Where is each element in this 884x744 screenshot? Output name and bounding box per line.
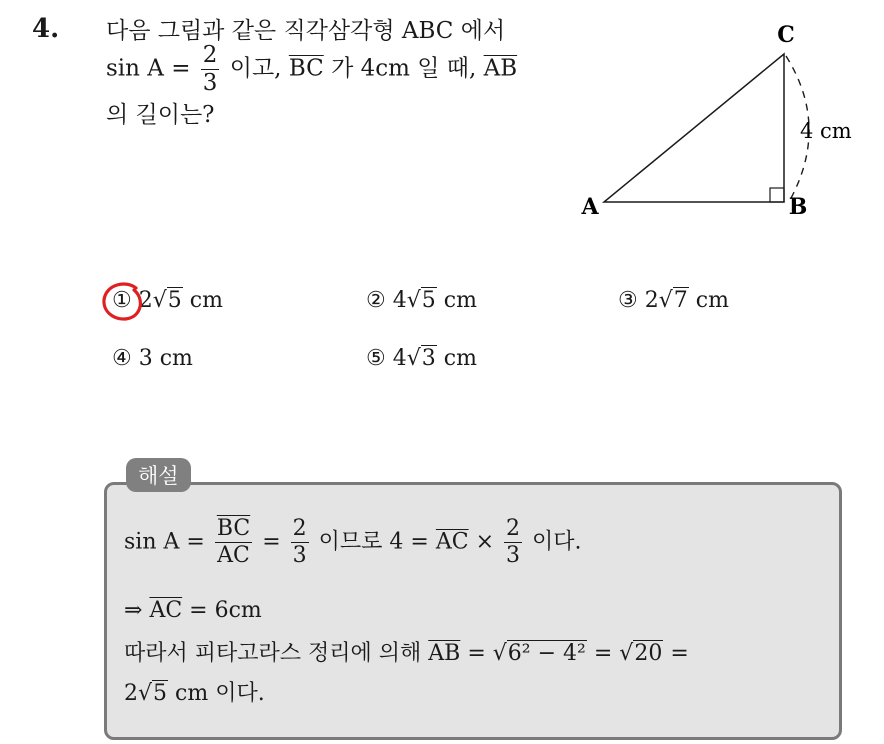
choice-4[interactable] — [112, 346, 193, 371]
radicand: 5 — [421, 288, 436, 313]
selected-answer-mark — [100, 280, 146, 324]
question-number: 4. — [32, 14, 60, 44]
label-c: C — [777, 22, 795, 48]
sqrt: √5 — [406, 288, 436, 313]
choice-coef: 4 — [392, 288, 407, 313]
fraction-denominator: 3 — [506, 543, 521, 568]
equals: = — [467, 641, 486, 666]
sol-mid: 이므로 4 = — [318, 529, 429, 555]
sol-fraction-2 — [291, 518, 309, 567]
solution-line-4 — [124, 676, 265, 707]
choice-marker: ③ — [618, 288, 638, 313]
solution-line-1 — [124, 518, 582, 567]
fraction-numerator: 2 — [292, 516, 307, 541]
question-line-3: 의 길이는? — [106, 102, 215, 128]
sol-text: 따라서 피타고라스 정리에 의해 — [124, 641, 422, 666]
times: × — [475, 529, 495, 555]
triangle-figure — [560, 16, 870, 226]
segment-ac: $\overline{AC}$ — [149, 598, 183, 623]
segment-ab: $\overline{AB}$ — [483, 55, 518, 82]
segment-ac: $\overline{AC}$ — [435, 529, 469, 555]
sqrt: √7 — [658, 288, 688, 313]
fraction-numerator: 2 — [506, 516, 521, 541]
radicand: 5 — [167, 288, 182, 313]
choice-unit: cm — [189, 288, 223, 313]
choice-unit: cm — [443, 288, 477, 313]
radicand: 7 — [673, 288, 688, 313]
label-b: B — [788, 194, 808, 220]
radicand: 3 — [421, 346, 436, 371]
sol-end: 이다. — [532, 529, 582, 555]
choice-unit: cm — [443, 346, 477, 371]
choice-text: 3 cm — [138, 346, 193, 371]
sqrt: √3 — [406, 346, 436, 371]
choice-coef: 2 — [138, 288, 153, 313]
implies-arrow: ⇒ — [124, 598, 143, 623]
choice-coef: 2 — [644, 288, 659, 313]
choice-5[interactable] — [366, 346, 477, 371]
sqrt: √6² − 4² — [492, 641, 586, 666]
right-angle-mark — [770, 188, 784, 202]
sqrt: √5 — [152, 288, 182, 313]
sqrt: √20 — [619, 641, 663, 666]
question-line-1: 다음 그림과 같은 직각삼각형 ABC 에서 — [106, 18, 506, 44]
radicand: 6² − 4² — [507, 641, 586, 666]
radicand: 20 — [634, 641, 663, 666]
choice-marker: ① — [112, 288, 132, 313]
segment-bc: $\overline{BC}$ — [288, 55, 324, 82]
question-sin-a: sin A = — [106, 55, 191, 82]
triangle-abc — [604, 54, 784, 202]
choice-unit: cm — [695, 288, 729, 313]
choice-marker: ⑤ — [366, 346, 386, 371]
fraction-denominator: 3 — [202, 70, 218, 96]
sqrt: √5 — [138, 681, 168, 706]
solution-tag: 해설 — [126, 458, 191, 492]
equals: = — [593, 641, 613, 666]
segment-ac: AC — [217, 543, 250, 568]
question-fraction — [201, 44, 220, 95]
fraction-denominator: 3 — [292, 543, 307, 568]
choice-coef: 4 — [392, 346, 407, 371]
sol-fraction-3 — [504, 518, 522, 567]
choice-2[interactable] — [366, 288, 477, 313]
sol-fraction-1 — [215, 518, 252, 567]
segment-bc: $\overline{BC}$ — [216, 516, 251, 541]
sol-coef: 2 — [124, 681, 138, 706]
question-mid: 이고, — [229, 55, 282, 82]
sol-final: cm 이다. — [175, 681, 265, 706]
question-mid2: 가 4cm 일 때, — [331, 55, 477, 82]
segment-ab: $\overline{AB}$ — [428, 641, 461, 666]
equals: = — [262, 529, 281, 555]
sol-ac-value: = 6cm — [189, 598, 262, 623]
solution-line-3 — [124, 636, 689, 667]
equals: = — [670, 641, 689, 666]
choice-marker: ④ — [112, 346, 132, 371]
choice-3[interactable] — [618, 288, 729, 313]
side-length-label: 4 cm — [800, 119, 852, 143]
fraction-numerator: 2 — [202, 42, 218, 68]
choice-marker: ② — [366, 288, 386, 313]
solution-line-2 — [124, 598, 262, 623]
sol-sin-a: sin A = — [124, 529, 205, 555]
radicand: 5 — [153, 681, 168, 706]
question-line-2 — [106, 44, 517, 95]
label-a: A — [581, 194, 599, 220]
